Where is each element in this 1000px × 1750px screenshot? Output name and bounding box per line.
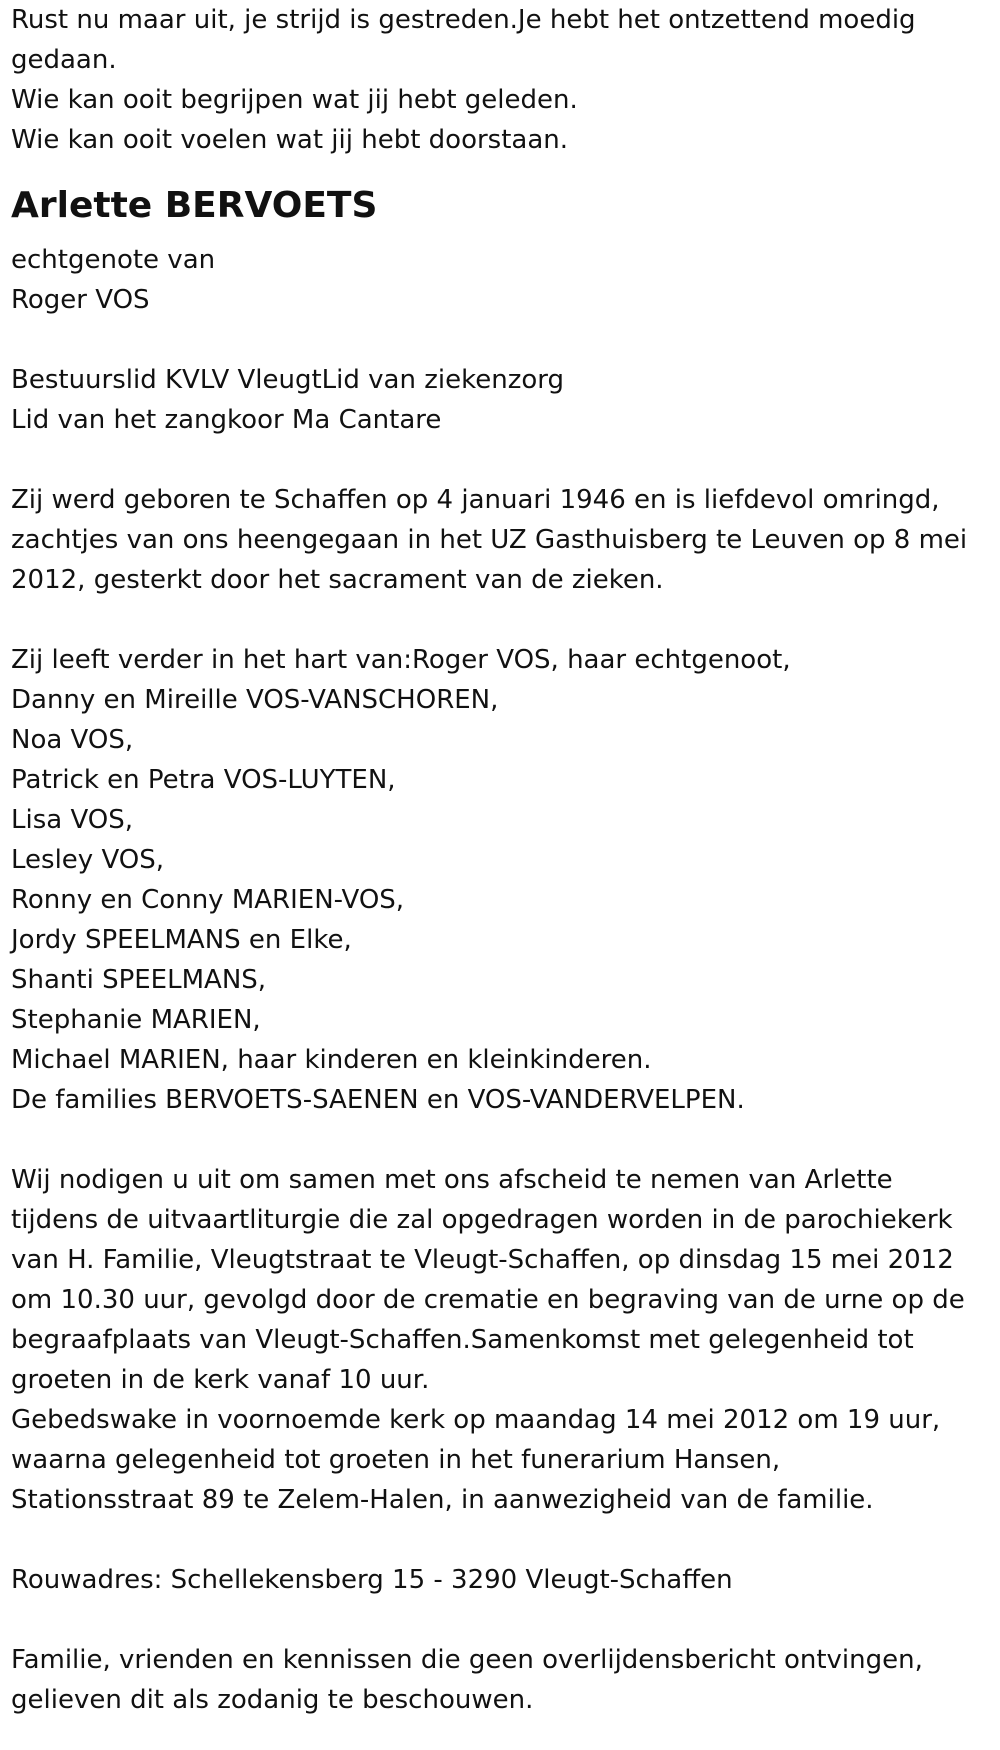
ceremony-line: groeten in de kerk vanaf 10 uur. xyxy=(11,1365,430,1395)
deceased-name: Arlette BERVOETS xyxy=(11,185,378,226)
survivor-line: Lesley VOS, xyxy=(11,845,165,875)
poem-line: Wie kan ooit begrijpen wat jij hebt geleden. xyxy=(11,85,578,115)
spouse-name: Roger VOS xyxy=(11,285,150,315)
mourning-address: Rouwadres: Schellekensberg 15 - 3290 Vleugt-Schaffen xyxy=(11,1565,733,1595)
closing-line: Familie, vrienden en kennissen die geen overlijdensbericht ontvingen, xyxy=(11,1645,923,1675)
memberships-section xyxy=(11,360,1000,440)
survivor-line: Jordy SPEELMANS en Elke, xyxy=(11,925,352,955)
relation-text: echtgenote van xyxy=(11,245,216,275)
birth-death-line: zachtjes van ons heengegaan in het UZ Gasthuisberg te Leuven op 8 mei xyxy=(11,525,968,555)
birth-death-line: 2012, gesterkt door het sacrament van de zieken. xyxy=(11,565,664,595)
survivors-section xyxy=(11,640,1000,1120)
poem-line: Rust nu maar uit, je strijd is gestreden.Je hebt het ontzettend moedig xyxy=(11,5,916,35)
survivor-line: Michael MARIEN, haar kinderen en kleinkinderen. xyxy=(11,1045,652,1075)
ceremony-line: Wij nodigen u uit om samen met ons afscheid te nemen van Arlette xyxy=(11,1165,893,1195)
survivor-line: Lisa VOS, xyxy=(11,805,134,835)
membership-line: Lid van het zangkoor Ma Cantare xyxy=(11,405,442,435)
survivor-line: Patrick en Petra VOS-LUYTEN, xyxy=(11,765,396,795)
membership-line: Bestuurslid KVLV VleugtLid van ziekenzorg xyxy=(11,365,564,395)
survivor-line: Shanti SPEELMANS, xyxy=(11,965,267,995)
birth-death-section xyxy=(11,480,1000,600)
ceremony-line: Stationsstraat 89 te Zelem-Halen, in aanwezigheid van de familie. xyxy=(11,1485,874,1515)
spacer xyxy=(11,1600,1000,1640)
survivor-line: Danny en Mireille VOS-VANSCHOREN, xyxy=(11,685,499,715)
ceremony-line: begraafplaats van Vleugt-Schaffen.Samenkomst met gelegenheid tot xyxy=(11,1325,914,1355)
spacer xyxy=(11,440,1000,480)
spouse-section xyxy=(11,240,1000,320)
survivor-line: Ronny en Conny MARIEN-VOS, xyxy=(11,885,405,915)
spacer xyxy=(11,1120,1000,1160)
poem-line: Wie kan ooit voelen wat jij hebt doorstaan. xyxy=(11,125,569,155)
ceremony-section xyxy=(11,1160,1000,1520)
birth-death-line: Zij werd geboren te Schaffen op 4 januari 1946 en is liefdevol omringd, xyxy=(11,485,940,515)
closing-section xyxy=(11,1640,1000,1720)
ceremony-line: Gebedswake in voornoemde kerk op maandag 14 mei 2012 om 19 uur, xyxy=(11,1405,941,1435)
survivor-line: Zij leeft verder in het hart van:Roger VOS, haar echtgenoot, xyxy=(11,645,791,675)
spacer xyxy=(11,600,1000,640)
spacer xyxy=(11,320,1000,360)
poem-section xyxy=(11,0,1000,160)
survivor-line: De families BERVOETS-SAENEN en VOS-VANDERVELPEN. xyxy=(11,1085,745,1115)
poem-line: gedaan. xyxy=(11,45,117,75)
ceremony-line: om 10.30 uur, gevolgd door de crematie en begraving van de urne op de xyxy=(11,1285,965,1315)
survivor-line: Stephanie MARIEN, xyxy=(11,1005,261,1035)
closing-line: gelieven dit als zodanig te beschouwen. xyxy=(11,1685,534,1715)
survivor-line: Noa VOS, xyxy=(11,725,134,755)
spacer xyxy=(11,1520,1000,1560)
ceremony-line: van H. Familie, Vleugtstraat te Vleugt-Schaffen, op dinsdag 15 mei 2012 xyxy=(11,1245,954,1275)
ceremony-line: waarna gelegenheid tot groeten in het funerarium Hansen, xyxy=(11,1445,781,1475)
ceremony-line: tijdens de uitvaartliturgie die zal opgedragen worden in de parochiekerk xyxy=(11,1205,953,1235)
